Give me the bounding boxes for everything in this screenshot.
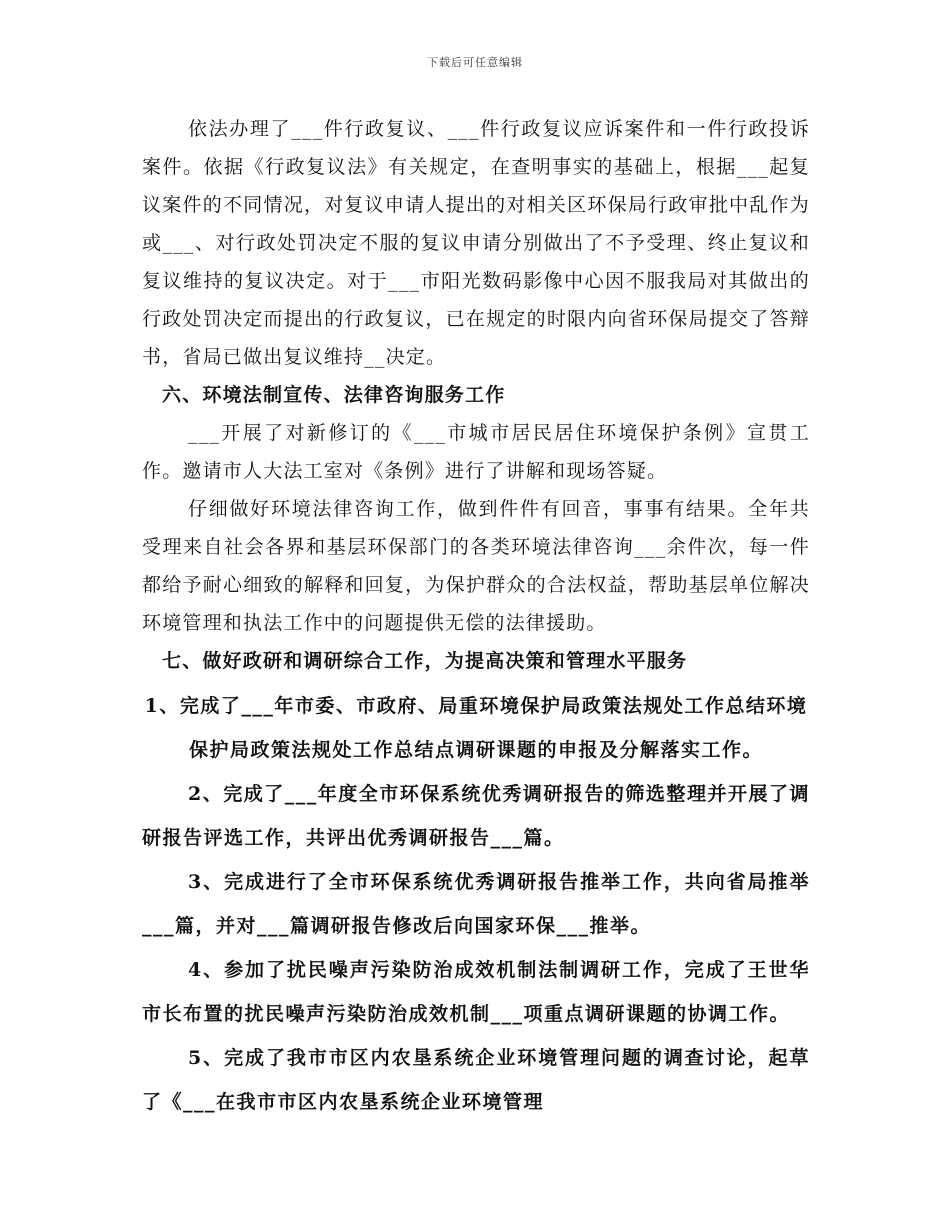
paragraph-legal-consultation: 仔细做好环境法律咨询工作，做到件件有回音，事事有结果。全年共受理来自社会各界和基层环保部门的各类环境法律咨询___余件次，每一件都给予耐心细致的解释和回复，为保护群众的合法权益，帮助基层单位解决环境管理和执法工作中的问题提供无偿的法律援助。 bbox=[142, 498, 810, 634]
section-heading-6: 六、环境法制宣传、法律咨询服务工作 bbox=[162, 384, 506, 406]
list-item-3: 3、完成进行了全市环保系统优秀调研报告推举工作，共向省局推举___篇，并对___篇调研报告修改后向国家环保___推举。 bbox=[142, 871, 810, 937]
list-item-1: 1、完成了___年市委、市政府、局重环境保护局政策法规处工作总结环境保护局政策法规处工作总结点调研课题的申报及分解落实工作。 bbox=[144, 695, 808, 761]
list-item-5: 5、完成了我市市区内农垦系统企业环境管理问题的调查讨论，起草了《___在我市市区内农垦系统企业环境管理 bbox=[142, 1047, 810, 1113]
section-heading-7: 七、做好政研和调研综合工作，为提高决策和管理水平服务 bbox=[162, 650, 688, 672]
list-item-4: 4、参加了扰民噪声污染防治成效机制法制调研工作，完成了王世华市长布置的扰民噪声污染防治成效机制___项重点调研课题的协调工作。 bbox=[142, 959, 810, 1025]
paragraph-administrative-review: 依法办理了___件行政复议、___件行政复议应诉案件和一件行政投诉案件。依据《行政复议法》有关规定，在查明事实的基础上，根据___起复议案件的不同情况，对复议申请人提出的对相关区环保局行政审批中乱作为或___、对行政处罚决定不服的复议申请分别做出了不予受理、终止复议和复议维持的复议决定。对于___市阳光数码影像中心因不服我局对其做出的行政处罚决定而提出的行政复议，已在规定的时限内向省环保局提交了答辩书，省局已做出复议维持__决定。 bbox=[142, 118, 810, 368]
document-body bbox=[142, 110, 810, 1124]
paragraph-regulation-publicity: ___开展了对新修订的《___市城市居民居住环境保护条例》宣贯工作。邀请市人大法工室对《条例》进行了讲解和现场答疑。 bbox=[142, 422, 810, 482]
list-item-2: 2、完成了___年度全市环保系统优秀调研报告的筛选整理并开展了调研报告评选工作，共评出优秀调研报告___篇。 bbox=[142, 783, 810, 849]
page-header: 下载后可任意编辑 bbox=[427, 56, 523, 69]
